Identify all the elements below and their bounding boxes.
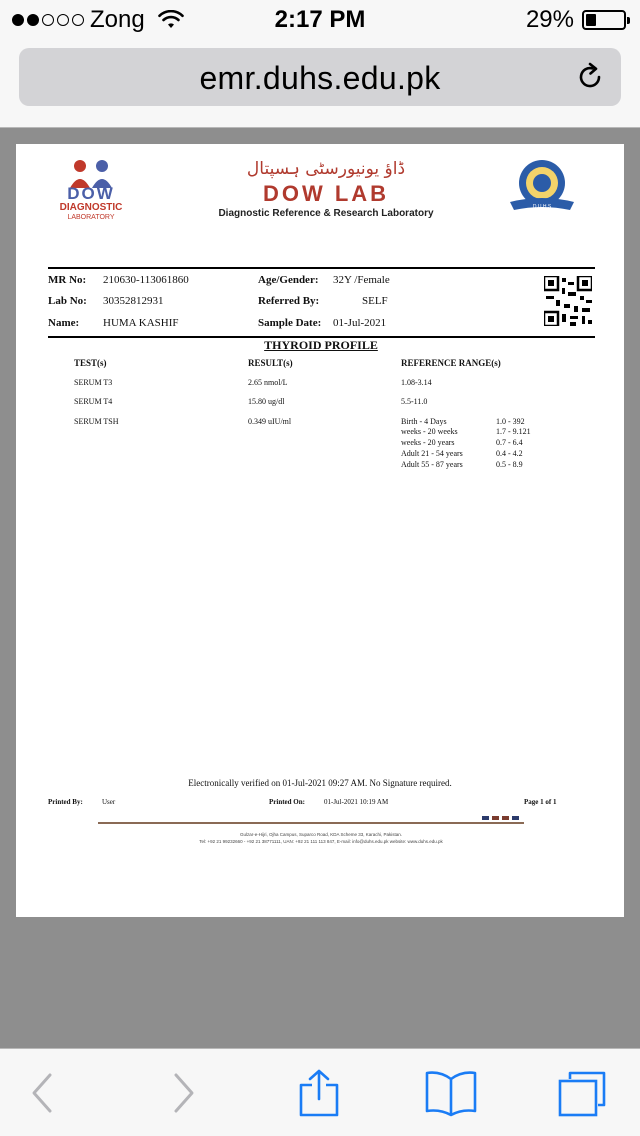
- tsh-range-age: Birth - 4 Days: [401, 417, 447, 426]
- seal-caption: D.U.H.S: [532, 204, 552, 210]
- tsh-range-row: [401, 460, 581, 471]
- age-gender-value: 32Y /Female: [333, 274, 390, 286]
- test-name: SERUM T3: [74, 378, 113, 387]
- logo-diagnostic-text: DIAGNOSTIC: [59, 202, 123, 213]
- browser-chrome-top: [0, 0, 640, 128]
- tsh-range-value: 1.7 - 9.121: [496, 427, 531, 436]
- sample-date-value: 01-Jul-2021: [333, 317, 387, 329]
- column-test: TEST(s): [74, 358, 107, 368]
- report-title: THYROID PROFILE: [264, 338, 378, 352]
- header-divider: [48, 267, 595, 269]
- lab-report-page: [16, 144, 624, 917]
- tsh-range-value: 1.0 - 392: [496, 417, 525, 426]
- printed-on-label: Printed On:: [269, 798, 305, 806]
- mr-label: MR No:: [48, 274, 87, 286]
- age-gender-label: Age/Gender:: [258, 274, 319, 286]
- tsh-range-row: [401, 438, 581, 449]
- page-number: Page 1 of 1: [524, 798, 557, 806]
- printed-by-value: User: [102, 798, 116, 806]
- test-range: 1.08-3.14: [401, 378, 432, 387]
- referred-by-value: SELF: [362, 295, 388, 307]
- column-result: RESULT(s): [248, 358, 293, 368]
- sample-date-label: Sample Date:: [258, 317, 322, 329]
- tabs-icon[interactable]: [556, 1069, 608, 1117]
- logo-dow-text: DOW: [67, 184, 115, 203]
- tsh-range-row: [401, 427, 581, 438]
- printed-on-value: 01-Jul-2021 10:19 AM: [324, 798, 389, 806]
- name-label: Name:: [48, 317, 80, 329]
- verification-note: Electronically verified on 01-Jul-2021 09:27 AM. No Signature required.: [188, 778, 452, 788]
- tsh-range-age: weeks - 20 weeks: [401, 427, 458, 436]
- lab-no-label: Lab No:: [48, 295, 87, 307]
- tsh-range-row: [401, 449, 581, 460]
- test-result: 15.80 ug/dl: [248, 397, 285, 406]
- tsh-range-age: Adult 55 - 87 years: [401, 460, 463, 469]
- footer-decoration: [482, 816, 519, 820]
- address-bar[interactable]: [19, 48, 621, 106]
- column-reference-range: REFERENCE RANGE(s): [401, 358, 501, 368]
- contact-line: Tel: +92 21 99232660 - +92 21 38771111, UAN: +92 21 111 113 847, E-mail: info@duhs.edu.pk website: www.duhs.edu.pk: [199, 839, 443, 844]
- battery-level: [586, 14, 596, 26]
- status-time: 2:17 PM: [274, 6, 366, 33]
- dow-diagnostic-logo: [46, 158, 136, 222]
- test-name: SERUM T4: [74, 397, 113, 406]
- share-icon[interactable]: [297, 1069, 341, 1117]
- urdu-hospital-name: ڈاؤ یونیورسٹی ہسپتال: [246, 159, 406, 179]
- tsh-range-value: 0.7 - 6.4: [496, 438, 523, 447]
- battery-percentage: 29%: [525, 6, 574, 33]
- status-bar: [0, 0, 640, 40]
- address-line: Gulzar-e-Hijri, Ojha Campus, Suparco Road, KDA Scheme 33, Karachi, Pakistan.: [239, 832, 403, 837]
- name-value: HUMA KASHIF: [103, 317, 179, 329]
- tsh-range-value: 0.4 - 4.2: [496, 449, 523, 458]
- logo-laboratory-text: LABORATORY: [67, 214, 115, 221]
- browser-toolbar: [0, 1048, 640, 1136]
- carrier-name: Zong: [90, 6, 145, 33]
- chevron-left-icon[interactable]: [28, 1069, 58, 1117]
- book-icon[interactable]: [424, 1069, 478, 1117]
- tsh-range-value: 0.5 - 8.9: [496, 460, 523, 469]
- duhs-seal-icon: [506, 158, 578, 214]
- test-result: 2.65 nmol/L: [248, 378, 288, 387]
- tsh-range-age: weeks - 20 years: [401, 438, 455, 447]
- tsh-range-age: Adult 21 - 54 years: [401, 449, 463, 458]
- referred-by-label: Referred By:: [258, 295, 320, 307]
- test-result: 0.349 uIU/ml: [248, 417, 292, 426]
- chevron-right-icon[interactable]: [168, 1069, 198, 1117]
- url-text[interactable]: emr.duhs.edu.pk: [199, 60, 441, 96]
- qr-code-icon: [544, 276, 592, 326]
- lab-no-value: 30352812931: [103, 295, 164, 307]
- lab-tagline: Diagnostic Reference & Research Laboratory: [218, 208, 434, 219]
- footer-divider: [98, 822, 524, 824]
- mr-value: 210630-113061860: [103, 274, 189, 286]
- report-header: [176, 158, 476, 219]
- lab-name: DOW LAB: [262, 181, 390, 206]
- printed-by-label: Printed By:: [48, 798, 83, 806]
- test-range: 5.5-11.0: [401, 397, 428, 406]
- reload-icon[interactable]: [575, 62, 605, 92]
- test-name: SERUM TSH: [74, 417, 119, 426]
- battery-icon: [582, 10, 626, 30]
